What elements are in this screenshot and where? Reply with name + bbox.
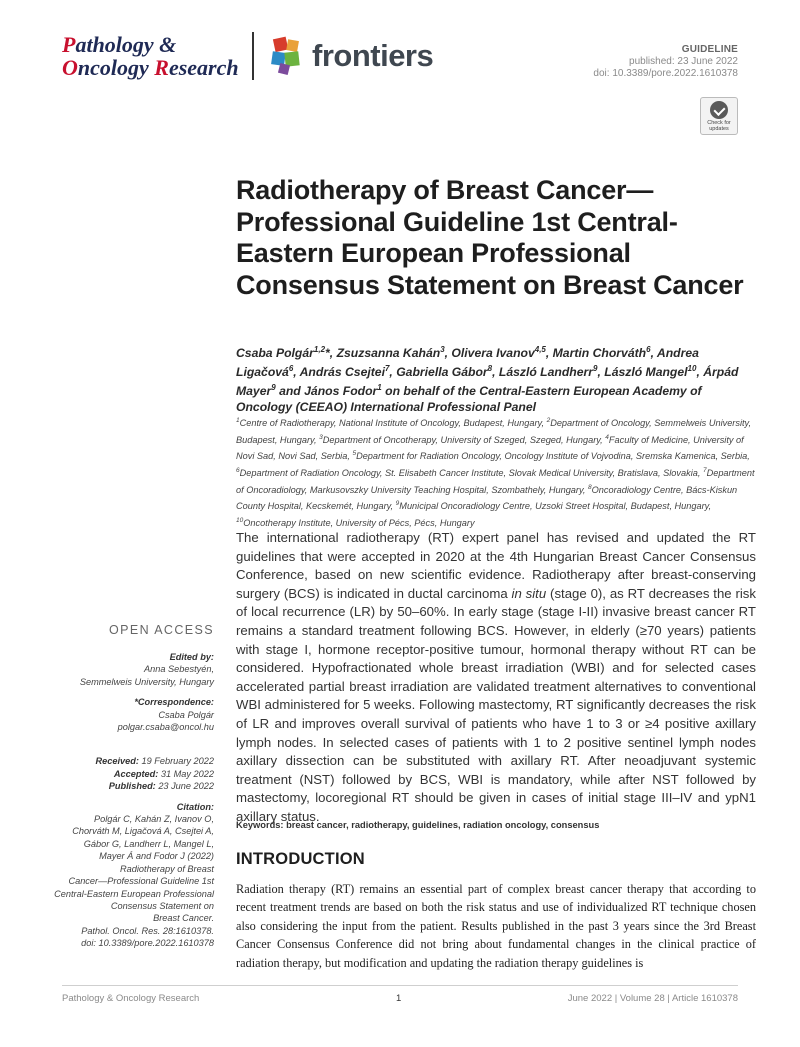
check-icon [710,101,728,119]
received-date: Received: 19 February 2022 [95,756,214,767]
frontiers-logo[interactable] [270,36,433,76]
editor-name: Anna Sebestyén, [144,664,214,675]
affiliation-number: 8 [588,483,592,491]
affiliation-number: 9 [395,500,400,508]
citation-line: Central-Eastern European Professional [54,888,214,899]
introduction-text: Radiation therapy (RT) remains an essential part of complex breast cancer therapy that according to recent treatment trends are based on both the risk status and use of individualized RT technique chosen also considering the input from the patient. Results published in the past 3 years since the 3rd Breast Cancer Consensus Conference did not bring about fundamental changes in the clinical practice of radiation therapy, but modification and updating the radiation therapy guidelines is [236,882,756,970]
corresponding-mark: * [325,346,330,361]
citation-line: Cancer—Professional Guideline 1st [68,876,214,887]
author-name[interactable]: Andrea Ligačová [236,346,699,380]
affiliation-text: Municipal Oncoradiology Centre, Uzsoki Street Hospital, Budapest, Hungary, [399,501,712,512]
editor-affiliation: Semmelweis University, Hungary [79,676,214,687]
correspondence-name: Csaba Polgár [158,709,214,720]
frontiers-wordmark: frontiers [312,38,434,73]
published-date: published: 23 June 2022 [629,56,738,67]
author-affiliation-ref: 4,5 [534,345,546,354]
author-affiliation-ref: 10 [687,364,697,374]
footer-divider [62,985,738,986]
page-number: 1 [396,993,402,1004]
citation-line: Chorváth M, Ligačová A, Csejtei A, [72,826,214,837]
doi[interactable]: doi: 10.3389/pore.2022.1610378 [593,68,738,79]
author-affiliation-ref: 7 [384,364,390,374]
affiliation-text: Department of Oncoradiology, Markusovszky University Teaching Hospital, Szombathely, Hungary, [236,468,755,495]
article-meta [593,44,738,80]
affiliation-text: Centre of Radiotherapy, National Institute of Oncology, Budapest, Hungary, [239,418,547,429]
check-for-updates-button[interactable] [700,97,738,135]
author-affiliation-ref: 6 [646,345,651,354]
author-name[interactable]: Martin Chorváth [552,346,647,361]
author-affiliation-ref: 9 [593,364,598,374]
author-name[interactable]: András Csejtei [299,365,385,380]
journal-name-line2: Oncology Research [62,55,239,80]
frontiers-mark-icon [270,36,306,76]
author-affiliation-ref: 3 [440,345,445,354]
abstract-italic: in situ [511,585,547,601]
affiliation-text: Department of Radiation Oncology, St. Elisabeth Cancer Institute, Slovak Medical University, Bratislava, Slovakia, [239,468,703,479]
affiliation-text: Faculty of Medicine, University of Novi Sad, Novi Sad, Serbia, [236,434,744,462]
affiliation-number: 6 [236,466,240,474]
section-heading-introduction: INTRODUCTION [236,850,365,868]
author-name[interactable]: Zsuzsanna Kahán [336,346,441,361]
affiliation-text: Department of Oncotherapy, University of Szeged, Szeged, Hungary, [322,434,606,445]
affiliation-number: 4 [605,433,609,441]
abstract-part2: (stage 0), as RT decreases the risk of local recurrence (LR) by 50–60%. In early stage (stage I-II) invasive breast cancer RT remains a standard treatment following BCS. However, in elderly (≥70 years) patients with stage I, hormone receptor-positive tumour, hormonal therapy without RT can be considered. Hypofractionated whole breast irradiation (WBI) and for selected cases accelerated partial breast irradiation are validated treatment alternatives to conventional WBI administered for 5 weeks. Following mastectomy, RT significantly decreases the risk of LR and improves overall survival of patients who have 1 to 3 or ≥4 positive axillary lymph nodes. In selected cases of patients with 1 to 2 positive sentinel lymph nodes axillary dissection can be substituted with axillary RT. After neoadjuvant systemic treatment (NST) followed by BCS, WBI is mandatory, while after NST followed by mastectomy, locoregional RT should be given in cases of initial stage III–IV and ypN1 axillary status. [236,585,756,824]
author-name[interactable]: Csaba Polgár [236,346,314,361]
article-title: Radiotherapy of Breast Cancer—Professional Guideline 1st Central-Eastern European Professional Consensus Statement on Breast Cancer [236,175,744,300]
author-name[interactable]: János Fodor [304,384,378,399]
affiliation-number: 3 [319,433,323,441]
citation-line: Polgár C, Kahán Z, Ivanov O, [93,814,214,825]
citation-text [42,813,214,949]
affiliation-text: Department for Radiation Oncology, Oncology Institute of Vojvodina, Sremska Kamenica, Serbia, [356,451,750,462]
citation-line: Breast Cancer. [153,913,214,924]
affiliations [236,414,756,531]
citation-line: Pathol. Oncol. Res. 28:1610378. [81,925,214,936]
abstract [236,529,756,827]
author-name[interactable]: Olivera Ivanov [451,346,535,361]
accepted-date: Accepted: 31 May 2022 [113,768,214,779]
open-access-label: OPEN ACCESS [108,623,214,637]
author-group: on behalf of the Central-Eastern European Academy of Oncology (CEEAO) International Professional Panel [236,384,702,415]
article-sidebar [42,651,214,950]
author-name[interactable]: Árpád Mayer [236,365,739,399]
check-updates-label: Check for updates [707,120,731,132]
author-list: Csaba Polgár$^{1,2}$*, Zsuzsanna Kahán$^3$, Olivera Ivanov$^{4,5}$, Martin Chorváth$^6$, Andrea Ligačová$^6$, András Csejtei$^7$, Gabriella Gábor$^8$, László Landherr$^9$, László Mangel$^{10}$, Árpád Mayer$^9$ and János Fodor$^1$ on behalf of the Central-Eastern European Academy of Oncology (CEEAO) International Professional Panel [236,345,739,415]
affiliation-text: Oncotherapy Institute, University of Pécs, Pécs, Hungary [243,518,475,528]
affiliation-text: Department of Oncology, Semmelweis University, Budapest, Hungary, [236,418,752,445]
correspondence-label: *Correspondence: [134,697,214,708]
footer-issue: June 2022 | Volume 28 | Article 1610378 [567,993,738,1004]
affiliation-number: 1 [236,417,240,424]
author-name[interactable]: László Mangel [604,365,688,380]
correspondence-email[interactable]: polgar.csaba@oncol.hu [117,722,214,733]
journal-logo[interactable] [62,33,239,79]
citation-line: Mayer Á and Fodor J (2022) [99,851,214,862]
author-affiliation-ref: 6 [288,364,294,374]
footer-journal: Pathology & Oncology Research [62,993,200,1004]
affiliation-number: 2 [546,417,551,424]
affiliation-number: 10 [236,516,244,524]
author-affiliation-ref: 8 [487,364,493,374]
affiliation-number: 5 [352,450,357,458]
citation-line: Gábor G, Landherr L, Mangel L, [83,838,214,849]
affiliation-text: Oncoradiology Centre, Bács-Kiskun County Hospital, Kecskemét, Hungary, [236,484,738,512]
affiliation-number: 7 [702,466,707,474]
edited-by-label: Edited by: [169,652,214,662]
author-affiliation-ref: 9 [271,383,276,393]
citation-line: doi: 10.3389/pore.2022.1610378 [81,938,214,949]
citation-label: Citation: [176,801,214,812]
published-date-sidebar: Published: 23 June 2022 [108,781,214,792]
doc-type: GUIDELINE [681,44,738,55]
citation-line: Consensus Statement on [110,900,214,911]
author-affiliation-ref: 1 [377,383,382,393]
journal-name-line1: Pathology & [62,32,177,57]
header-divider [252,32,254,80]
author-name[interactable]: Gabriella Gábor [396,365,488,380]
abstract-part1: The international radiotherapy (RT) expert panel has revised and updated the RT guidelines that were accepted in 2020 at the 4th Hungarian Breast Cancer Consensus Conference, based on new scientific evidence. Radiotherapy after breast-conserving surgery (BCS) is indicated in ductal carcinoma [236,530,756,601]
author-name[interactable]: László Landherr [498,365,594,380]
author-affiliation-ref: 1,2 [313,345,326,354]
citation-line: Radiotherapy of Breast [120,863,214,874]
keywords: Keywords: breast cancer, radiotherapy, guidelines, radiation oncology, consensus [236,820,600,830]
